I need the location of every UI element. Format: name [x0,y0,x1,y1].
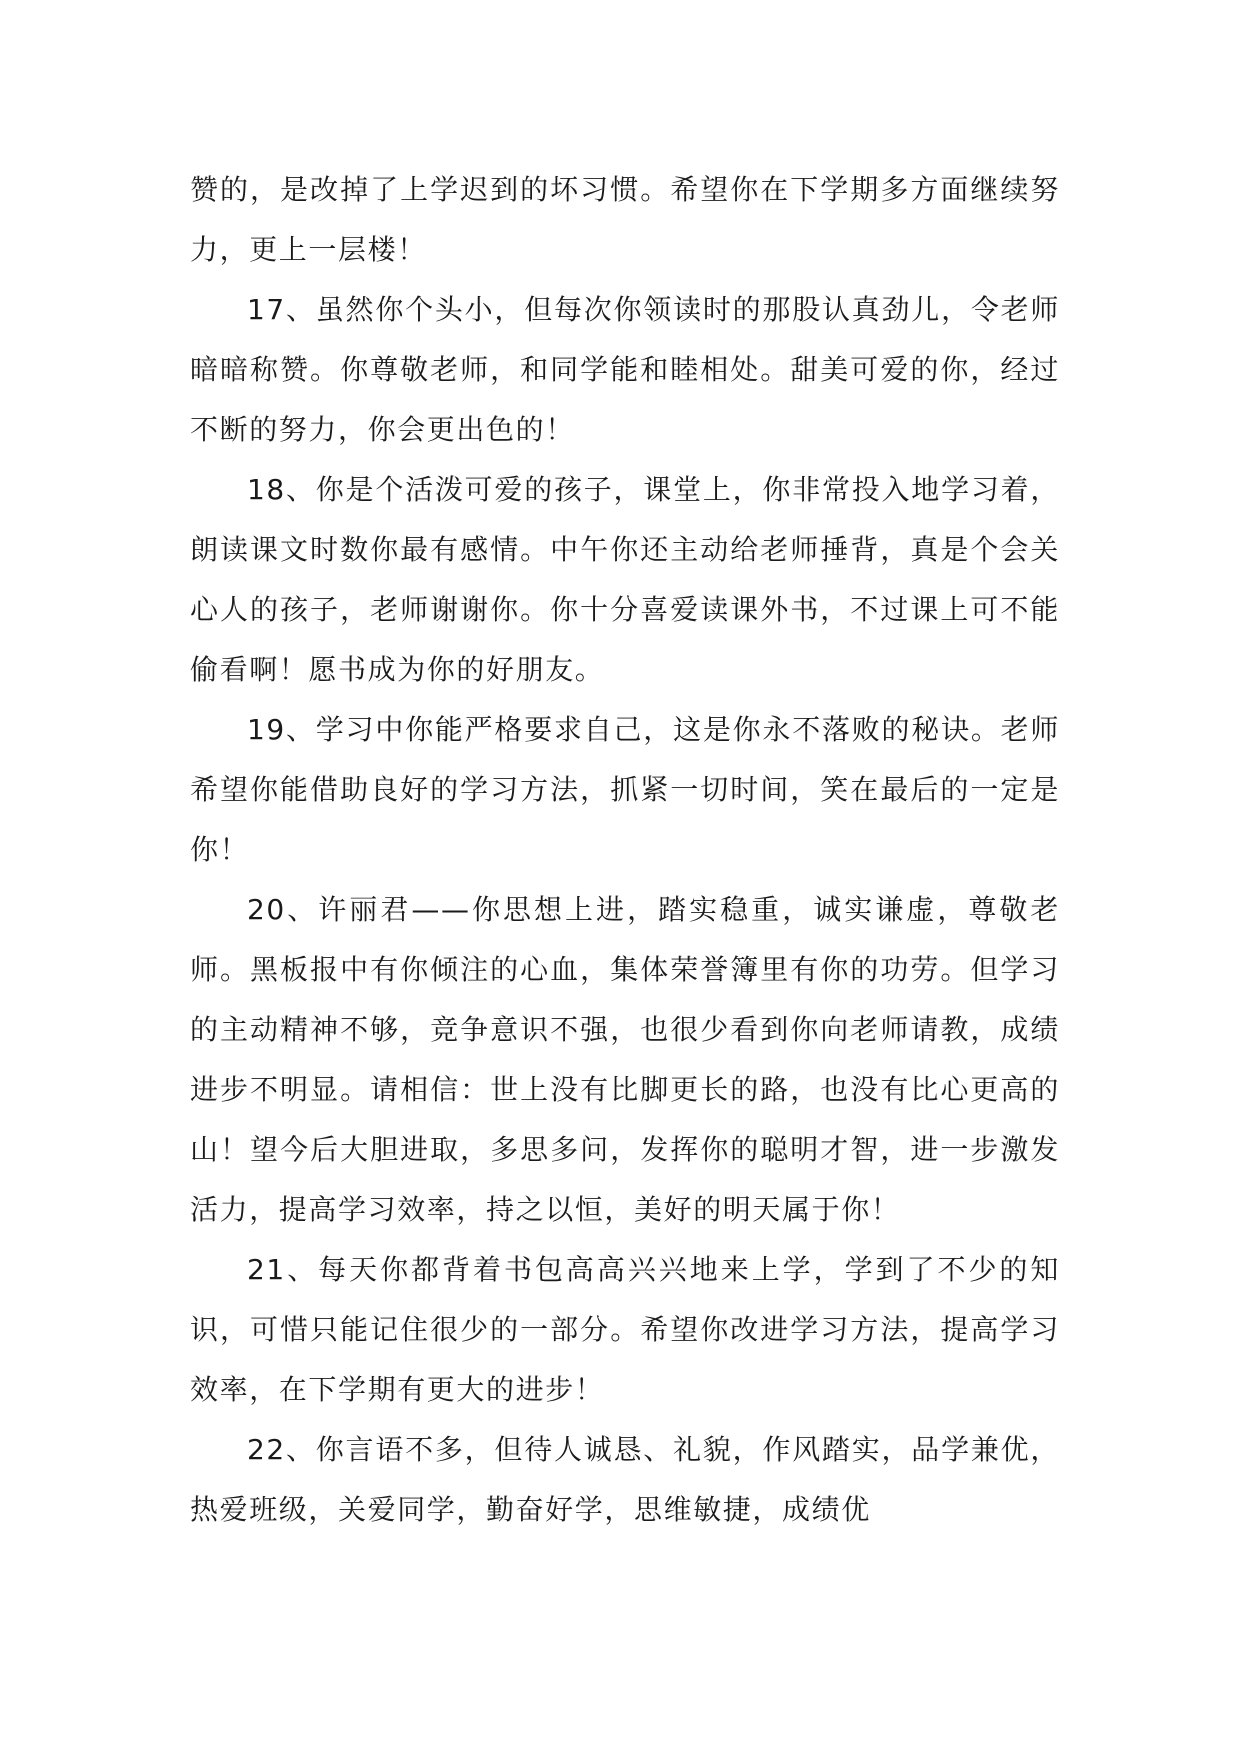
paragraph-continuation: 赞的，是改掉了上学迟到的坏习惯。希望你在下学期多方面继续努力，更上一层楼！ [190,173,1060,266]
paragraph-22: 22、你言语不多，但待人诚恳、礼貌，作风踏实，品学兼优，热爱班级，关爱同学，勤奋好学，思维敏捷，成绩优 [190,1433,1060,1526]
paragraph-19: 19、学习中你能严格要求自己，这是你永不落败的秘诀。老师希望你能借助良好的学习方法，抓紧一切时间，笑在最后的一定是你！ [190,713,1060,866]
paragraph-18: 18、你是个活泼可爱的孩子，课堂上，你非常投入地学习着，朗读课文时数你最有感情。中午你还主动给老师捶背，真是个会关心人的孩子，老师谢谢你。你十分喜爱读课外书，不过课上可不能偷看啊！愿书成为你的好朋友。 [190,473,1060,686]
paragraph-21: 21、每天你都背着书包高高兴兴地来上学，学到了不少的知识，可惜只能记住很少的一部分。希望你改进学习方法，提高学习效率，在下学期有更大的进步！ [190,1253,1060,1406]
paragraph-17: 17、虽然你个头小，但每次你领读时的那股认真劲儿，令老师暗暗称赞。你尊敬老师，和同学能和睦相处。甜美可爱的你，经过不断的努力，你会更出色的！ [190,293,1060,446]
paragraph-20: 20、许丽君——你思想上进，踏实稳重，诚实谦虚，尊敬老师。黑板报中有你倾注的心血，集体荣誉簿里有你的功劳。但学习的主动精神不够，竞争意识不强，也很少看到你向老师请教，成绩进步不明显。请相信：世上没有比脚更长的路，也没有比心更高的山！望今后大胆进取，多思多问，发挥你的聪明才智，进一步激发活力，提高学习效率，持之以恒，美好的明天属于你！ [190,893,1060,1226]
document-body [190,160,1060,1540]
